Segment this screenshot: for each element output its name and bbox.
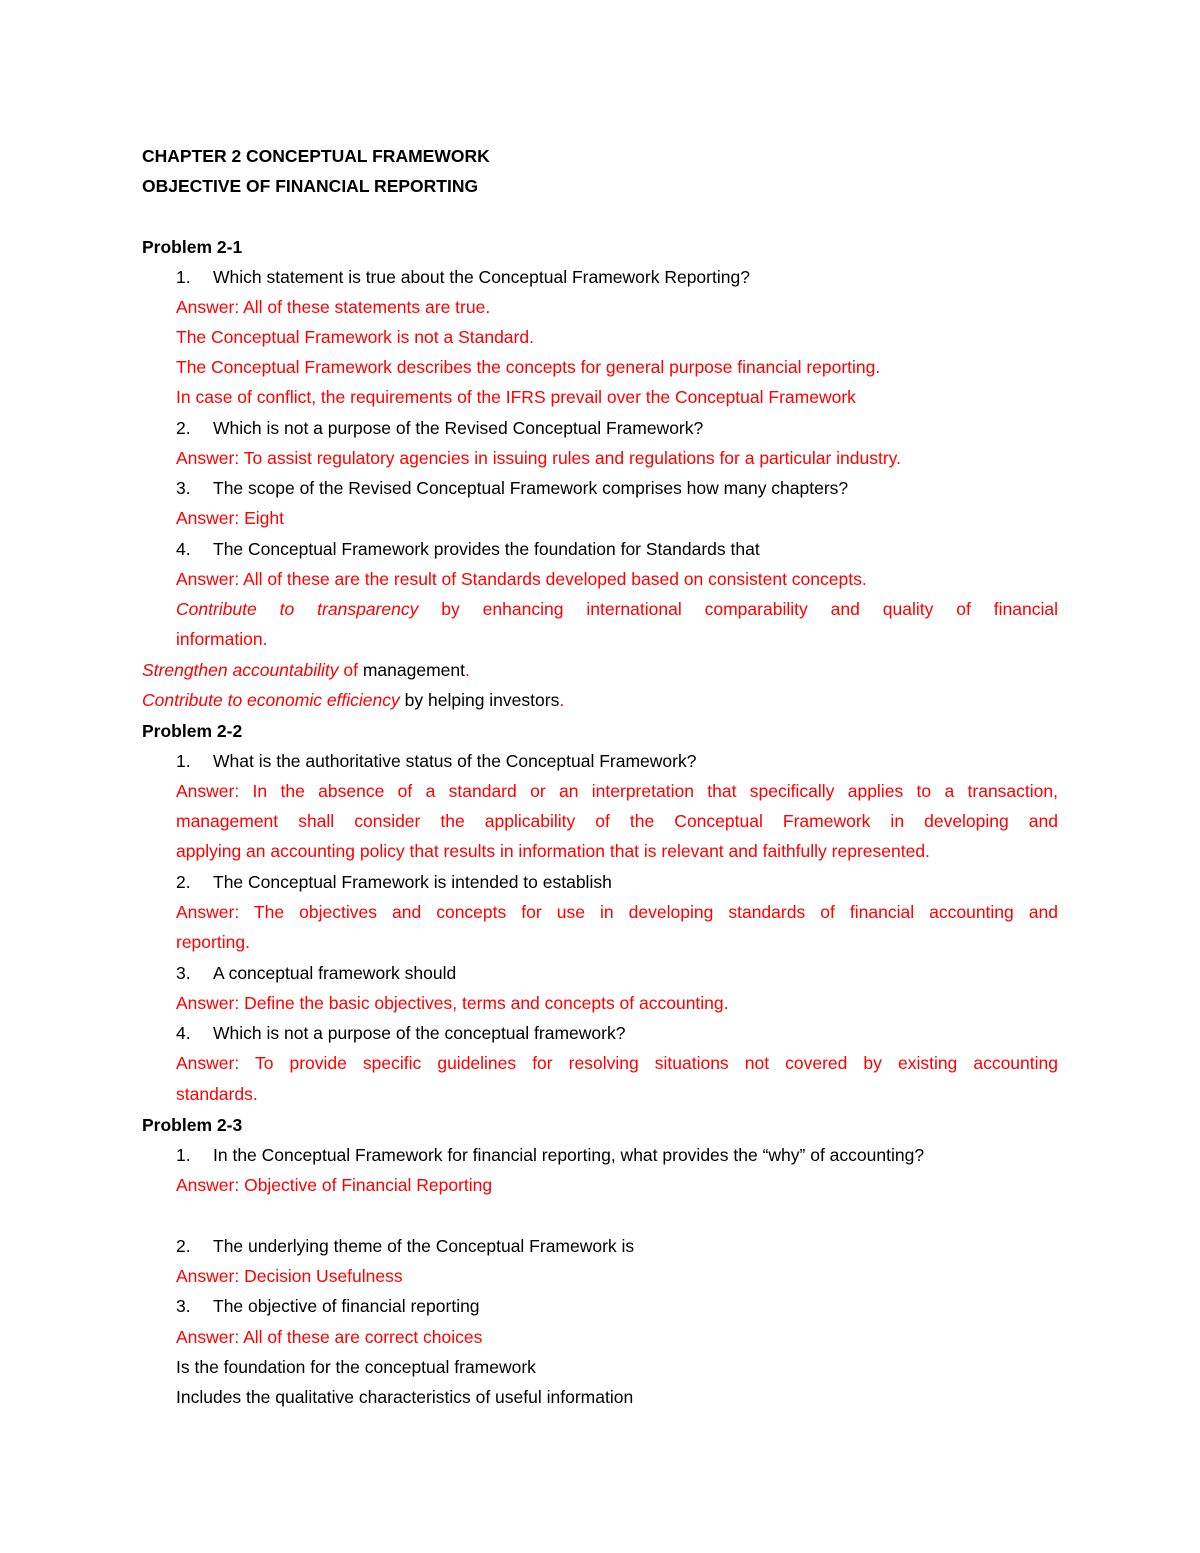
detail-tail: . xyxy=(465,660,470,680)
detail-black: by helping investors xyxy=(399,690,560,710)
item-number: 3. xyxy=(176,1296,191,1316)
item-number: 1. xyxy=(176,267,191,287)
item-number: 2. xyxy=(176,872,191,892)
chapter-title: CHAPTER 2 CONCEPTUAL FRAMEWORK xyxy=(142,146,490,166)
detail-black: management xyxy=(362,660,466,680)
answer-text: Answer: Decision Usefulness xyxy=(176,1266,403,1286)
item-number: 2. xyxy=(176,418,191,438)
question-text: A conceptual framework should xyxy=(213,963,457,983)
item-number: 3. xyxy=(176,478,191,498)
section-subtitle: OBJECTIVE OF FINANCIAL REPORTING xyxy=(142,176,479,196)
question-text: Which statement is true about the Conceptual Framework Reporting? xyxy=(213,267,750,287)
answer-detail: Includes the qualitative characteristics of useful information xyxy=(176,1387,634,1407)
question-text: The Conceptual Framework is intended to establish xyxy=(213,872,612,892)
answer-text: Answer: All of these are the result of Standards developed based on consistent concepts. xyxy=(176,569,867,589)
answer-detail: The Conceptual Framework is not a Standard. xyxy=(176,327,534,347)
answer-detail: In case of conflict, the requirements of the IFRS prevail over the Conceptual Framework xyxy=(176,387,856,407)
answer-text: reporting. xyxy=(176,932,250,952)
answer-text: Answer: Objective of Financial Reporting xyxy=(176,1175,493,1195)
answer-text: management shall consider the applicability of the Conceptual Framework in developing and xyxy=(176,811,1058,831)
question-text: The Conceptual Framework provides the foundation for Standards that xyxy=(213,539,760,559)
answer-text: applying an accounting policy that results in information that is relevant and faithfully represented. xyxy=(176,841,930,861)
answer-text: Answer: Define the basic objectives, terms and concepts of accounting. xyxy=(176,993,729,1013)
question-text: The underlying theme of the Conceptual Framework is xyxy=(213,1236,635,1256)
question-text: Which is not a purpose of the Revised Conceptual Framework? xyxy=(213,418,704,438)
answer-text: Answer: To provide specific guidelines for resolving situations not covered by existing accounting xyxy=(176,1053,1058,1073)
detail-rest: by enhancing international comparability and quality of financial xyxy=(418,599,1058,619)
item-number: 2. xyxy=(176,1236,191,1256)
item-number: 3. xyxy=(176,963,191,983)
answer-text: Answer: Eight xyxy=(176,508,284,528)
answer-text: Answer: The objectives and concepts for use in developing standards of financial accounting and xyxy=(176,902,1058,922)
question-text: What is the authoritative status of the Conceptual Framework? xyxy=(213,751,697,771)
problem-title: Problem 2-3 xyxy=(142,1115,243,1135)
detail-tail: . xyxy=(559,690,565,710)
item-number: 4. xyxy=(176,1023,191,1043)
problem-title: Problem 2-1 xyxy=(142,237,243,257)
answer-detail xyxy=(142,689,564,711)
answer-text: Answer: In the absence of a standard or an interpretation that specifically applies to a transaction, xyxy=(176,781,1058,801)
item-number: 1. xyxy=(176,751,191,771)
detail-middle: of xyxy=(338,660,363,680)
question-text: The objective of financial reporting xyxy=(213,1296,480,1316)
question-text: The scope of the Revised Conceptual Framework comprises how many chapters? xyxy=(213,478,849,498)
answer-text: Answer: All of these are correct choices xyxy=(176,1327,483,1347)
detail-italic: Contribute to transparency xyxy=(176,599,419,619)
item-number: 4. xyxy=(176,539,191,559)
answer-detail: The Conceptual Framework describes the concepts for general purpose financial reporting. xyxy=(176,357,881,377)
answer-text: Answer: To assist regulatory agencies in issuing rules and regulations for a particular industry. xyxy=(176,448,901,468)
answer-detail xyxy=(176,598,1058,620)
question-text: In the Conceptual Framework for financial reporting, what provides the “why” of accounting? xyxy=(213,1145,925,1165)
answer-text: Answer: All of these statements are true. xyxy=(176,297,491,317)
answer-detail: information. xyxy=(176,629,268,649)
answer-text: standards. xyxy=(176,1084,258,1104)
answer-detail: Is the foundation for the conceptual framework xyxy=(176,1357,536,1377)
question-text: Which is not a purpose of the conceptual framework? xyxy=(213,1023,626,1043)
item-number: 1. xyxy=(176,1145,191,1165)
detail-italic: Strengthen accountability xyxy=(142,660,339,680)
answer-detail xyxy=(142,659,470,681)
detail-italic: Contribute to economic efficiency xyxy=(142,690,400,710)
problem-title: Problem 2-2 xyxy=(142,721,243,741)
